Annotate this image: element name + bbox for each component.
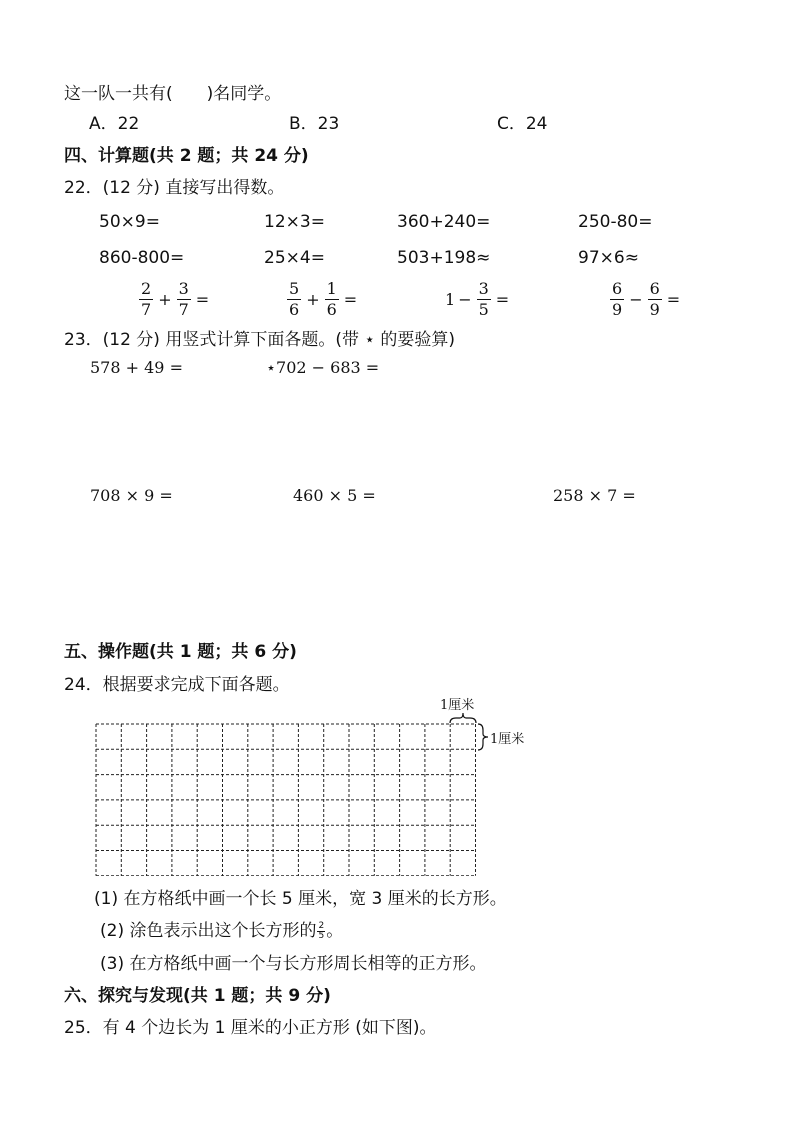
q22-r1-c2: 12×3=: [264, 212, 325, 232]
q22-r2-c4: 97×6≈: [578, 248, 639, 268]
equals-sign: =: [666, 289, 681, 309]
denominator: 7: [141, 300, 152, 319]
q24-sub1: (1) 在方格纸中画一个长 5 厘米，宽 3 厘米的长方形。: [94, 889, 507, 909]
q21-option-c: C．24: [497, 114, 548, 134]
q22-r2-c3: 503+198≈: [397, 248, 491, 268]
section4-title: 四、计算题(共 2 题；共 24 分): [64, 146, 309, 166]
operator: −: [629, 289, 643, 309]
denominator: 9: [612, 300, 623, 319]
numerator: 6: [649, 279, 660, 298]
square-grid[interactable]: [95, 723, 477, 876]
q24-stem: 24．根据要求完成下面各题。: [64, 675, 290, 695]
q22-r2-c2: 25×4=: [264, 248, 325, 268]
numerator: 3: [478, 279, 489, 298]
q22-fraction-2: [285, 281, 360, 318]
q21-question-text: 这一队一共有( )名同学。: [64, 84, 282, 104]
q23-problem-1: 578 + 49 =: [90, 358, 183, 377]
section6-title: 六、探究与发现(共 1 题；共 9 分): [64, 986, 331, 1006]
denominator: 7: [178, 300, 189, 319]
q24-sub2-text: (2) 涂色表示出这个长方形的: [100, 921, 317, 941]
q22-fraction-4: [608, 281, 683, 318]
q25-stem: 25．有 4 个边长为 1 厘米的小正方形 (如下图)。: [64, 1018, 437, 1038]
right-brace-icon: [477, 723, 489, 751]
operator: +: [306, 289, 320, 309]
numerator: 2: [141, 279, 152, 298]
q23-problem-4: 460 × 5 =: [293, 486, 376, 505]
q24-sub3: (3) 在方格纸中画一个与长方形周长相等的正方形。: [100, 954, 487, 974]
q22-stem: 22．(12 分) 直接写出得数。: [64, 178, 285, 198]
denominator: 6: [289, 300, 300, 319]
unit-label-top: 1厘米: [440, 698, 475, 713]
q23-stem: 23．(12 分) 用竖式计算下面各题。(带 ⋆ 的要验算): [64, 330, 456, 350]
operator: +: [158, 289, 172, 309]
fraction: [177, 281, 191, 318]
equals-sign: =: [195, 289, 210, 309]
q24-sub2: [100, 922, 343, 941]
denominator: 5: [318, 931, 325, 941]
fraction: [287, 281, 301, 318]
numerator: 5: [289, 279, 300, 298]
fraction: [325, 281, 339, 318]
q23-problem-3: 708 × 9 =: [90, 486, 173, 505]
numerator: 1: [326, 279, 337, 298]
q22-fraction-1: [137, 281, 212, 318]
numerator: 6: [612, 279, 623, 298]
q22-r1-c1: 50×9=: [99, 212, 160, 232]
q21-option-a: A．22: [89, 114, 140, 134]
q23-problem-2: ⋆702 − 683 =: [266, 358, 380, 377]
denominator: 9: [649, 300, 660, 319]
numerator: 3: [178, 279, 189, 298]
fraction: [139, 281, 153, 318]
q24-sub2-suffix: 。: [326, 921, 344, 941]
whole-number: 1: [445, 289, 456, 309]
operator: −: [458, 289, 472, 309]
q22-fraction-3: [445, 281, 512, 318]
equals-sign: =: [495, 289, 510, 309]
q21-option-b: B．23: [289, 114, 340, 134]
numerator: 2: [318, 921, 325, 931]
fraction: [648, 281, 662, 318]
section5-title: 五、操作题(共 1 题；共 6 分): [64, 642, 297, 662]
q22-r1-c4: 250-80=: [578, 212, 653, 232]
denominator: 5: [478, 300, 489, 319]
fraction: [477, 281, 491, 318]
q22-r2-c1: 860-800=: [99, 248, 185, 268]
q22-r1-c3: 360+240=: [397, 212, 491, 232]
denominator: 6: [326, 300, 337, 319]
q23-problem-5: 258 × 7 =: [553, 486, 636, 505]
fraction: [610, 281, 624, 318]
equals-sign: =: [343, 289, 358, 309]
unit-label-right: 1厘米: [490, 732, 525, 747]
small-fraction: [317, 922, 325, 941]
